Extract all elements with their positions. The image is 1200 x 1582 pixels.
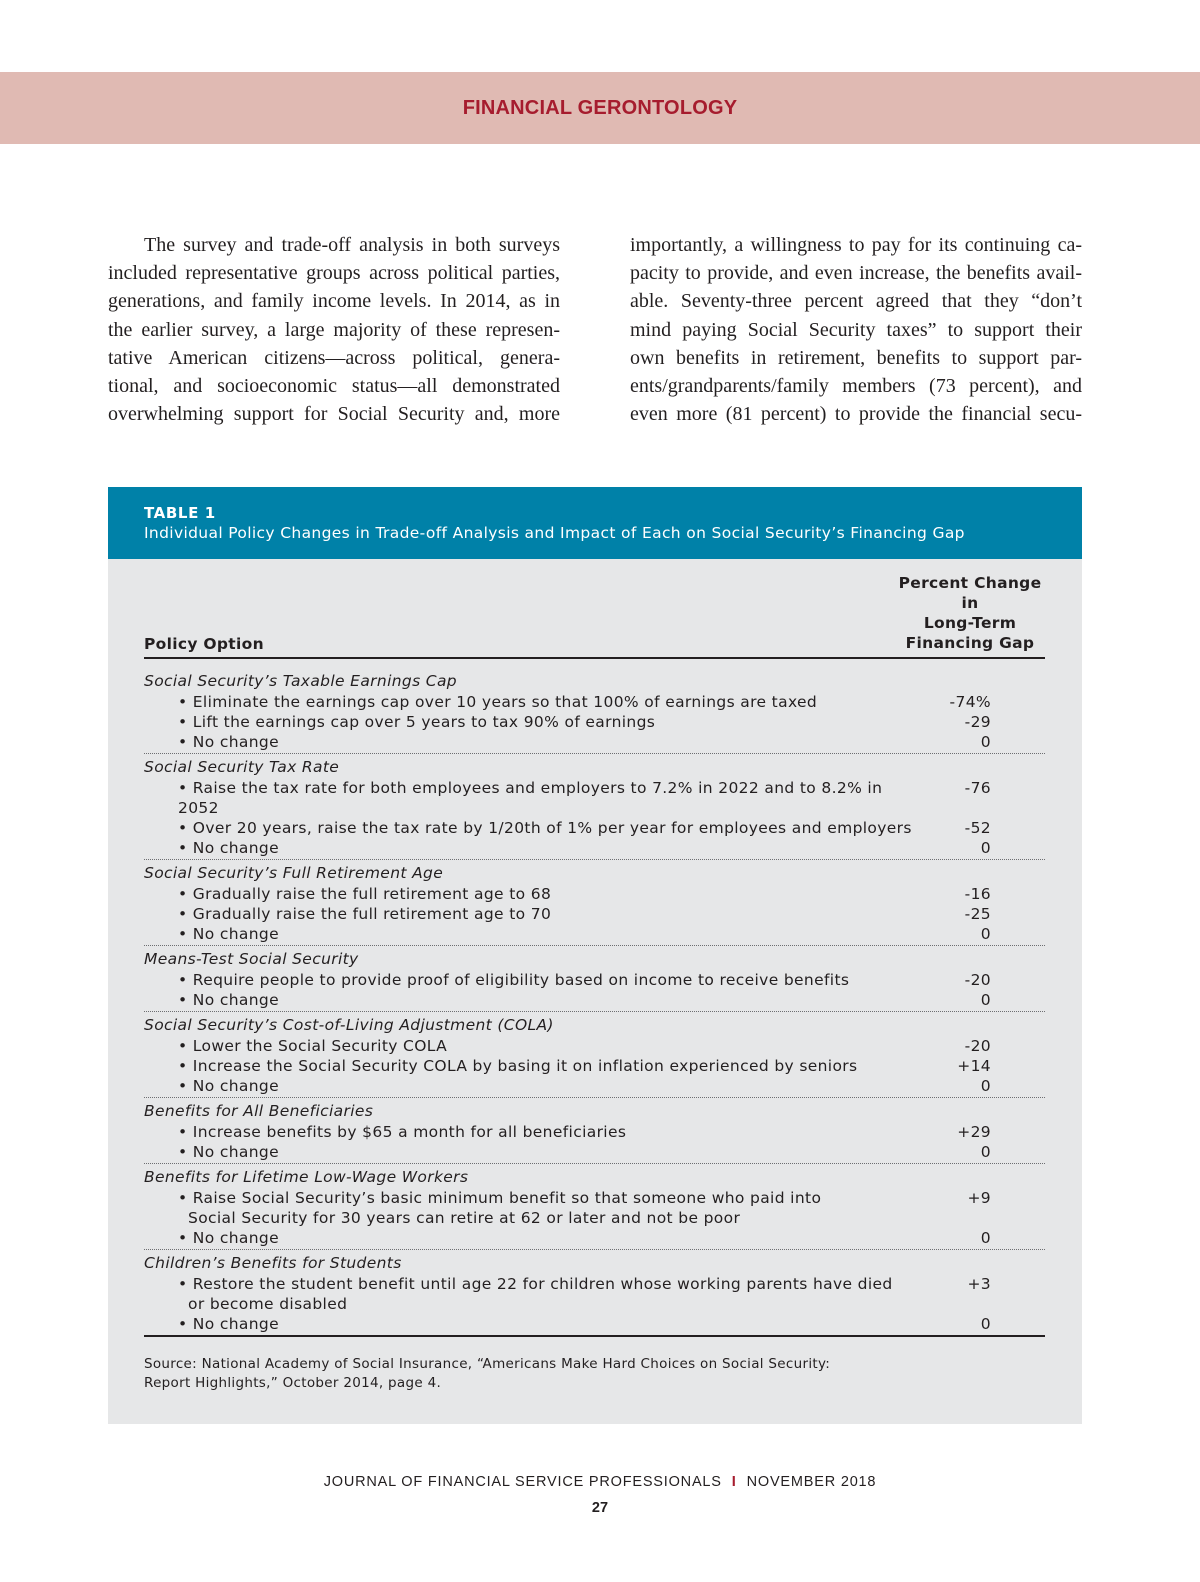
policy-option-continuation: or become disabled	[188, 1295, 348, 1313]
percent-change-value: -20	[964, 971, 991, 989]
policy-group-title: Benefits for Lifetime Low-Wage Workers	[144, 1168, 469, 1186]
column-header-change-line: Long-Term	[923, 614, 1017, 632]
percent-change-value: 0	[980, 733, 991, 751]
policy-option-row	[144, 884, 1045, 904]
policy-option-continuation: Social Security for 30 years can retire at 62 or later and not be poor	[188, 1209, 741, 1227]
policy-option-row	[144, 732, 1045, 752]
policy-option-text: • No change	[178, 991, 279, 1009]
running-header	[0, 72, 1200, 144]
policy-group-title: Social Security Tax Rate	[144, 758, 340, 776]
percent-change-value: -20	[964, 1037, 991, 1055]
percent-change-value: -29	[964, 713, 991, 731]
policy-option-text: • No change	[178, 1143, 279, 1161]
body-text-line: pacity to provide, and even increase, the benefits avail-	[630, 262, 1082, 285]
table-caption: Individual Policy Changes in Trade-off Analysis and Impact of Each on Social Security’s Financing Gap	[144, 524, 965, 542]
policy-option-text: • Over 20 years, raise the tax rate by 1/20th of 1% per year for employees and employers	[178, 819, 912, 837]
body-text-line: ents/grandparents/family members (73 percent), and	[630, 375, 1082, 398]
policy-option-text: • No change	[178, 1077, 279, 1095]
percent-change-value: 0	[980, 1077, 991, 1095]
policy-option-text: • Increase the Social Security COLA by basing it on inflation experienced by seniors	[178, 1057, 858, 1075]
percent-change-value: 0	[980, 1143, 991, 1161]
policy-option-row	[144, 924, 1045, 944]
policy-groups	[144, 659, 1045, 1337]
policy-option-text: • Raise Social Security’s basic minimum benefit so that someone who paid into	[178, 1189, 822, 1207]
table-1	[108, 487, 1082, 1424]
source-line: Source: National Academy of Social Insurance, “Americans Make Hard Choices on Social Security:	[144, 1356, 831, 1372]
running-title: FINANCIAL GERONTOLOGY	[462, 96, 738, 119]
percent-change-value: -76	[964, 779, 991, 797]
column-header-change-line: Percent Change in	[898, 574, 1042, 612]
table-body	[144, 574, 1045, 1337]
column-header-policy: Policy Option	[144, 635, 264, 653]
policy-option-row	[144, 1122, 1045, 1142]
policy-group-title: Social Security’s Full Retirement Age	[144, 864, 444, 882]
policy-option-text: • No change	[178, 925, 279, 943]
percent-change-value: +14	[957, 1057, 991, 1075]
percent-change-value: +9	[967, 1189, 991, 1207]
policy-option-text: • No change	[178, 1315, 279, 1333]
policy-option-text: • Eliminate the earnings cap over 10 years so that 100% of earnings are taxed	[178, 693, 818, 711]
body-text-line: generations, and family income levels. In 2014, as in	[108, 290, 560, 313]
policy-group-title: Social Security’s Cost-of-Living Adjustment (COLA)	[144, 1016, 554, 1034]
policy-option-row	[144, 1314, 1045, 1334]
percent-change-value: +29	[957, 1123, 991, 1141]
source-line: Report Highlights,” October 2014, page 4.	[144, 1375, 442, 1391]
policy-option-row	[144, 712, 1045, 732]
policy-group-title: Social Security’s Taxable Earnings Cap	[144, 672, 457, 690]
policy-option-text: • No change	[178, 839, 279, 857]
policy-option-text: • No change	[178, 733, 279, 751]
percent-change-value: 0	[980, 839, 991, 857]
policy-option-row	[144, 1036, 1045, 1056]
policy-option-row	[144, 1142, 1045, 1162]
policy-option-text: • No change	[178, 1229, 279, 1247]
percent-change-value: +3	[967, 1275, 991, 1293]
body-text-line: tional, and socioeconomic status—all demonstrated	[108, 375, 560, 398]
policy-option-row	[144, 778, 1045, 818]
policy-option-row	[144, 1056, 1045, 1076]
policy-group	[144, 757, 1045, 860]
body-text-line: mind paying Social Security taxes” to support their	[630, 318, 1082, 341]
policy-option-text: • Gradually raise the full retirement age to 70	[178, 905, 552, 923]
percent-change-value: 0	[980, 1315, 991, 1333]
column-header-change-line: Financing Gap	[905, 634, 1035, 652]
body-text-line: The survey and trade-off analysis in both surveys	[144, 234, 560, 256]
policy-option-row	[144, 1076, 1045, 1096]
percent-change-value: 0	[980, 1229, 991, 1247]
column-header-row	[144, 574, 1045, 659]
percent-change-value: -25	[964, 905, 991, 923]
policy-group-title: Benefits for All Beneficiaries	[144, 1102, 374, 1120]
table-header	[108, 487, 1082, 559]
page-number: 27	[591, 1500, 609, 1516]
policy-option-text: • Increase benefits by $65 a month for all beneficiaries	[178, 1123, 627, 1141]
policy-option-row	[144, 1188, 1045, 1228]
policy-group-title: Children’s Benefits for Students	[144, 1254, 402, 1272]
policy-group	[144, 1101, 1045, 1164]
policy-option-text: • Raise the tax rate for both employees and employers to 7.2% in 2022 and to 8.2% in 2052	[178, 779, 883, 817]
body-text-line: the earlier survey, a large majority of these represen-	[108, 318, 560, 341]
policy-option-text: • Gradually raise the full retirement age to 68	[178, 885, 552, 903]
policy-group	[144, 949, 1045, 1012]
percent-change-value: 0	[980, 925, 991, 943]
issue-date: NOVEMBER 2018	[746, 1474, 877, 1490]
policy-group	[144, 1167, 1045, 1250]
table-source-note	[144, 1355, 904, 1393]
percent-change-value: -16	[964, 885, 991, 903]
policy-option-text: • Lower the Social Security COLA	[178, 1037, 448, 1055]
policy-group	[144, 671, 1045, 754]
page-footer	[0, 1474, 1200, 1490]
percent-change-value: 0	[980, 991, 991, 1009]
body-text-line: even more (81 percent) to provide the financial secu-	[630, 403, 1082, 426]
policy-group	[144, 863, 1045, 946]
policy-option-row	[144, 838, 1045, 858]
body-text-line: own benefits in retirement, benefits to support par-	[630, 346, 1082, 369]
policy-option-row	[144, 990, 1045, 1010]
policy-group-title: Means-Test Social Security	[144, 950, 359, 968]
journal-name: JOURNAL OF FINANCIAL SERVICE PROFESSIONALS	[323, 1474, 722, 1490]
body-column-right	[630, 231, 1082, 428]
body-text-line: overwhelming support for Social Security and, more	[108, 403, 560, 426]
body-column-left	[108, 231, 560, 428]
policy-group	[144, 1253, 1045, 1337]
body-text-line: included representative groups across political parties,	[108, 262, 560, 285]
table-label: TABLE 1	[144, 504, 216, 522]
policy-option-row	[144, 1228, 1045, 1248]
policy-option-row	[144, 904, 1045, 924]
percent-change-value: -52	[964, 819, 991, 837]
policy-option-text: • Lift the earnings cap over 5 years to tax 90% of earnings	[178, 713, 656, 731]
body-text-line: able. Seventy-three percent agreed that they “don’t	[630, 290, 1082, 313]
policy-option-row	[144, 692, 1045, 712]
policy-option-row	[144, 818, 1045, 838]
policy-option-text: • Restore the student benefit until age 22 for children whose working parents have died	[178, 1275, 893, 1293]
column-header-change	[895, 573, 1045, 653]
policy-option-row	[144, 1274, 1045, 1314]
percent-change-value: -74%	[949, 693, 991, 711]
policy-group	[144, 1015, 1045, 1098]
policy-option-text: • Require people to provide proof of eligibility based on income to receive benefits	[178, 971, 850, 989]
body-text-line: tative American citizens—across political, genera-	[108, 346, 560, 369]
body-text-line: importantly, a willingness to pay for its continuing ca-	[630, 234, 1082, 256]
policy-option-row	[144, 970, 1045, 990]
footer-separator: I	[731, 1474, 737, 1490]
